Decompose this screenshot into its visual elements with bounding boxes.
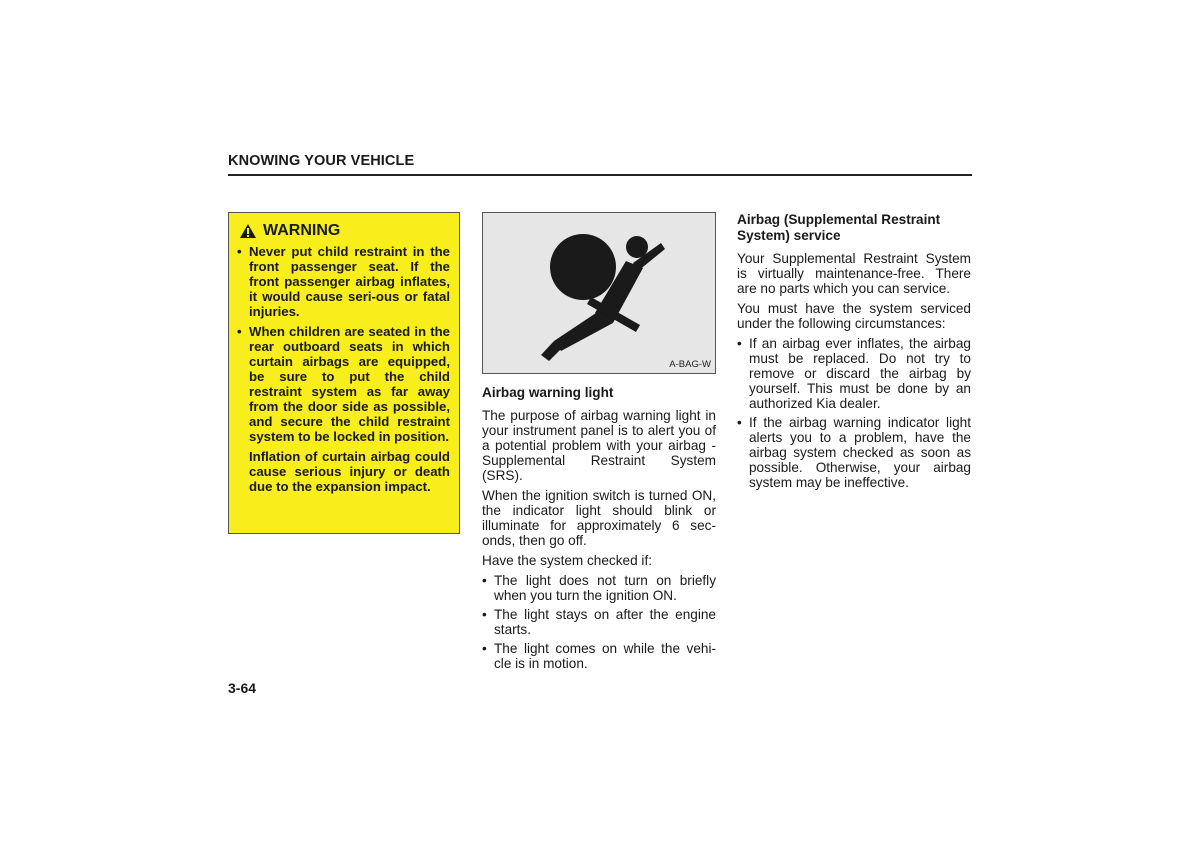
list-item: • The light does not turn on briefly when you turn the ignition ON. <box>482 573 716 603</box>
srs-service-heading: Airbag (Supplemental Restraint System) service <box>737 212 941 243</box>
middle-column <box>482 385 716 675</box>
paragraph: Have the system checked if: <box>482 553 652 568</box>
warning-box <box>228 212 460 534</box>
list-item: • The light comes on while the vehi-cle is in motion. <box>482 641 716 671</box>
warning-triangle-icon <box>239 223 257 239</box>
airbag-warning-light-heading: Airbag warning light <box>482 385 614 400</box>
paragraph: When the ignition switch is turned ON, the indicator light should blink or illuminate for approximately 6 sec-onds, then go off. <box>482 488 716 548</box>
warning-extra-text: Inflation of curtain airbag could cause serious injury or death due to the expansion impact. <box>249 449 450 494</box>
warning-title <box>239 222 450 240</box>
paragraph: You must have the system serviced under the following circumstances: <box>737 301 971 331</box>
paragraph: Your Supplemental Restraint System is virtually maintenance-free. There are no parts which you can service. <box>737 251 971 296</box>
service-list <box>737 336 971 490</box>
right-column <box>737 212 971 494</box>
header-divider <box>228 174 972 176</box>
check-list <box>482 573 716 671</box>
airbag-warning-icon <box>483 213 715 373</box>
airbag-figure <box>482 212 716 374</box>
figure-caption: A-BAG-W <box>669 359 711 370</box>
warning-item: • Never put child restraint in the front passenger seat. If the front passenger airbag inflates, it would cause seri-ous or fatal injuries. <box>237 244 450 319</box>
warning-title-text: WARNING <box>263 222 341 239</box>
list-item: • The light stays on after the engine starts. <box>482 607 716 637</box>
list-item: • If an airbag ever inflates, the airbag must be replaced. Do not try to remove or discard the airbag by yourself. This must be done by an authorized Kia dealer. <box>737 336 971 411</box>
warning-list <box>237 244 450 444</box>
warning-item: • When children are seated in the rear outboard seats in which curtain airbags are equipped, be sure to put the child restraint system as far away from the door side as possible, and secure the child restraint system to be locked in position. <box>237 324 450 444</box>
paragraph: The purpose of airbag warning light in your instrument panel is to alert you of a potential problem with your airbag - Supplemental Restraint System (SRS). <box>482 408 716 483</box>
page-number: 3-64 <box>228 680 257 696</box>
section-header: KNOWING YOUR VEHICLE <box>228 153 415 169</box>
list-item: • If the airbag warning indicator light alerts you to a problem, have the airbag system checked as soon as possible. Otherwise, your airbag system may be ineffective. <box>737 415 971 490</box>
